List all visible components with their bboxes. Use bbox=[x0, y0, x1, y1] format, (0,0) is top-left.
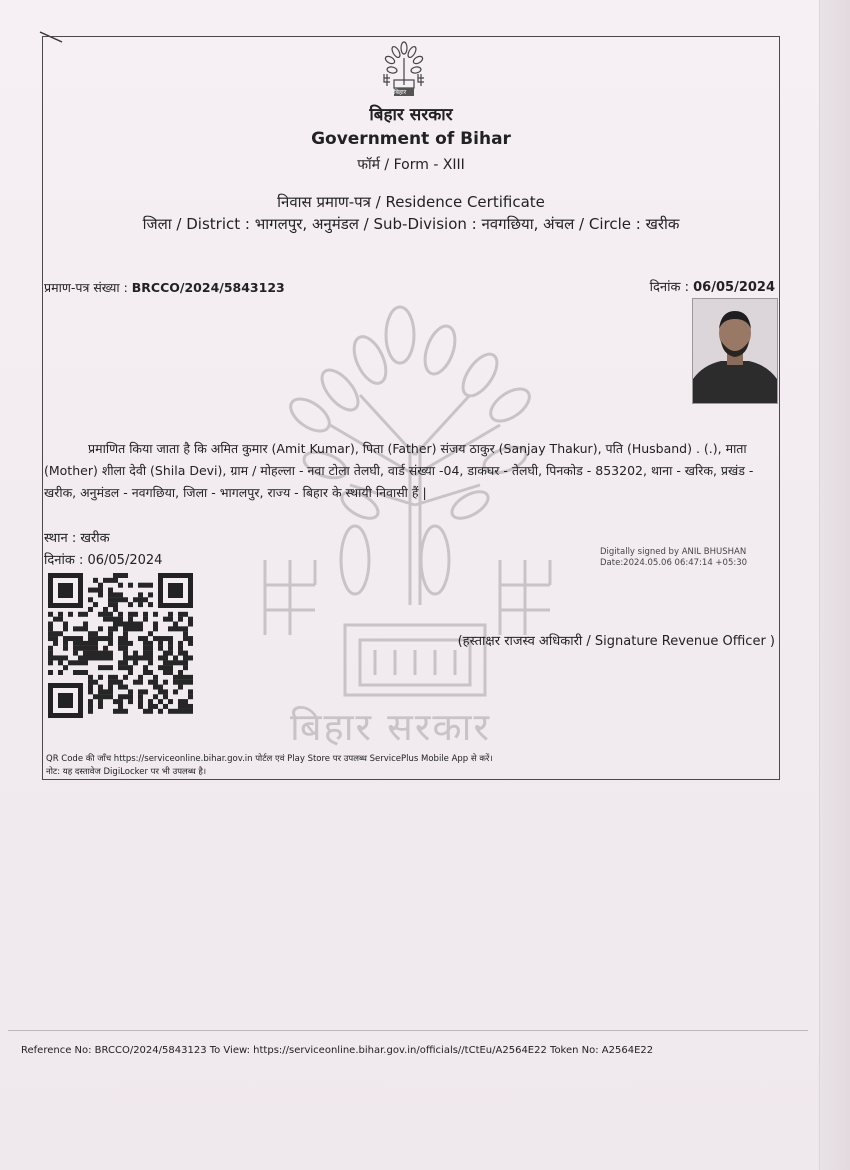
certificate-number-value: BRCCO/2024/5843123 bbox=[131, 280, 285, 295]
government-hindi: बिहार सरकार bbox=[369, 105, 453, 125]
signature-label: (हस्ताक्षर राजस्व अधिकारी / Signature Revenue Officer ) bbox=[457, 634, 775, 649]
digital-signature bbox=[600, 547, 747, 569]
digital-signature-signer: Digitally signed by ANIL BHUSHAN bbox=[600, 547, 747, 557]
digilocker-note: नोट: यह दस्तावेज DigiLocker पर भी उपलब्ध है। bbox=[46, 767, 207, 777]
district-line: जिला / District : भागलपुर, अनुमंडल / Sub-Division : नवगछिया, अंचल / Circle : खरीक bbox=[142, 215, 680, 233]
digital-signature-date: Date:2024.05.06 06:47:14 +05:30 bbox=[600, 558, 748, 568]
footer-divider bbox=[8, 1030, 808, 1031]
issue-date-value: 06/05/2024 bbox=[693, 280, 775, 295]
date-of-issue: दिनांक : 06/05/2024 bbox=[44, 553, 163, 568]
person-icon bbox=[693, 299, 777, 403]
page-edge bbox=[819, 0, 850, 1170]
reference-line: Reference No: BRCCO/2024/5843123 To View: https://serviceonline.bihar.gov.in/officials//tCtEu/A2564E22 Token No: A2564E22 bbox=[21, 1045, 654, 1056]
applicant-photo bbox=[692, 298, 778, 404]
bihar-emblem-watermark bbox=[250, 305, 580, 755]
issue-date-label: दिनांक : bbox=[649, 280, 689, 295]
qr-verification-note: QR Code की जाँच https://serviceonline.bihar.gov.in पोर्टल एवं Play Store पर उपलब्ध ServicePlus Mobile App से करें। bbox=[46, 754, 493, 764]
certificate-number-label: प्रमाण-पत्र संख्या : bbox=[44, 280, 128, 295]
watermark-text: बिहार सरकार bbox=[290, 705, 491, 749]
emblem-caption: बिहार bbox=[394, 89, 407, 96]
place-of-issue: स्थान : खरीक bbox=[44, 531, 110, 546]
certificate-number bbox=[44, 279, 285, 296]
government-english: Government of Bihar bbox=[311, 129, 511, 149]
issue-date bbox=[650, 277, 775, 295]
certificate-body: प्रमाणित किया जाता है कि अमित कुमार (Amit Kumar), पिता (Father) संजय ठाकुर (Sanjay Thakur), पति (Husband) . (.), माता (Mother) शीला देवी (Shila Devi), ग्राम / मोहल्ला - नवा टोला तेलघी, वार्ड संख्या -04, डाकघर - तेलघी, पिनकोड - 853202, थाना - खरिक, प्रखंड - खरीक, अनुमंडल - नवगछिया, जिला - भागलपुर, राज्य - बिहार के स्थायी निवासी हैं | bbox=[44, 441, 754, 500]
certificate-title: निवास प्रमाण-पत्र / Residence Certificate bbox=[277, 193, 545, 211]
qr-code bbox=[48, 573, 198, 719]
form-number: फॉर्म / Form - XIII bbox=[357, 157, 465, 173]
